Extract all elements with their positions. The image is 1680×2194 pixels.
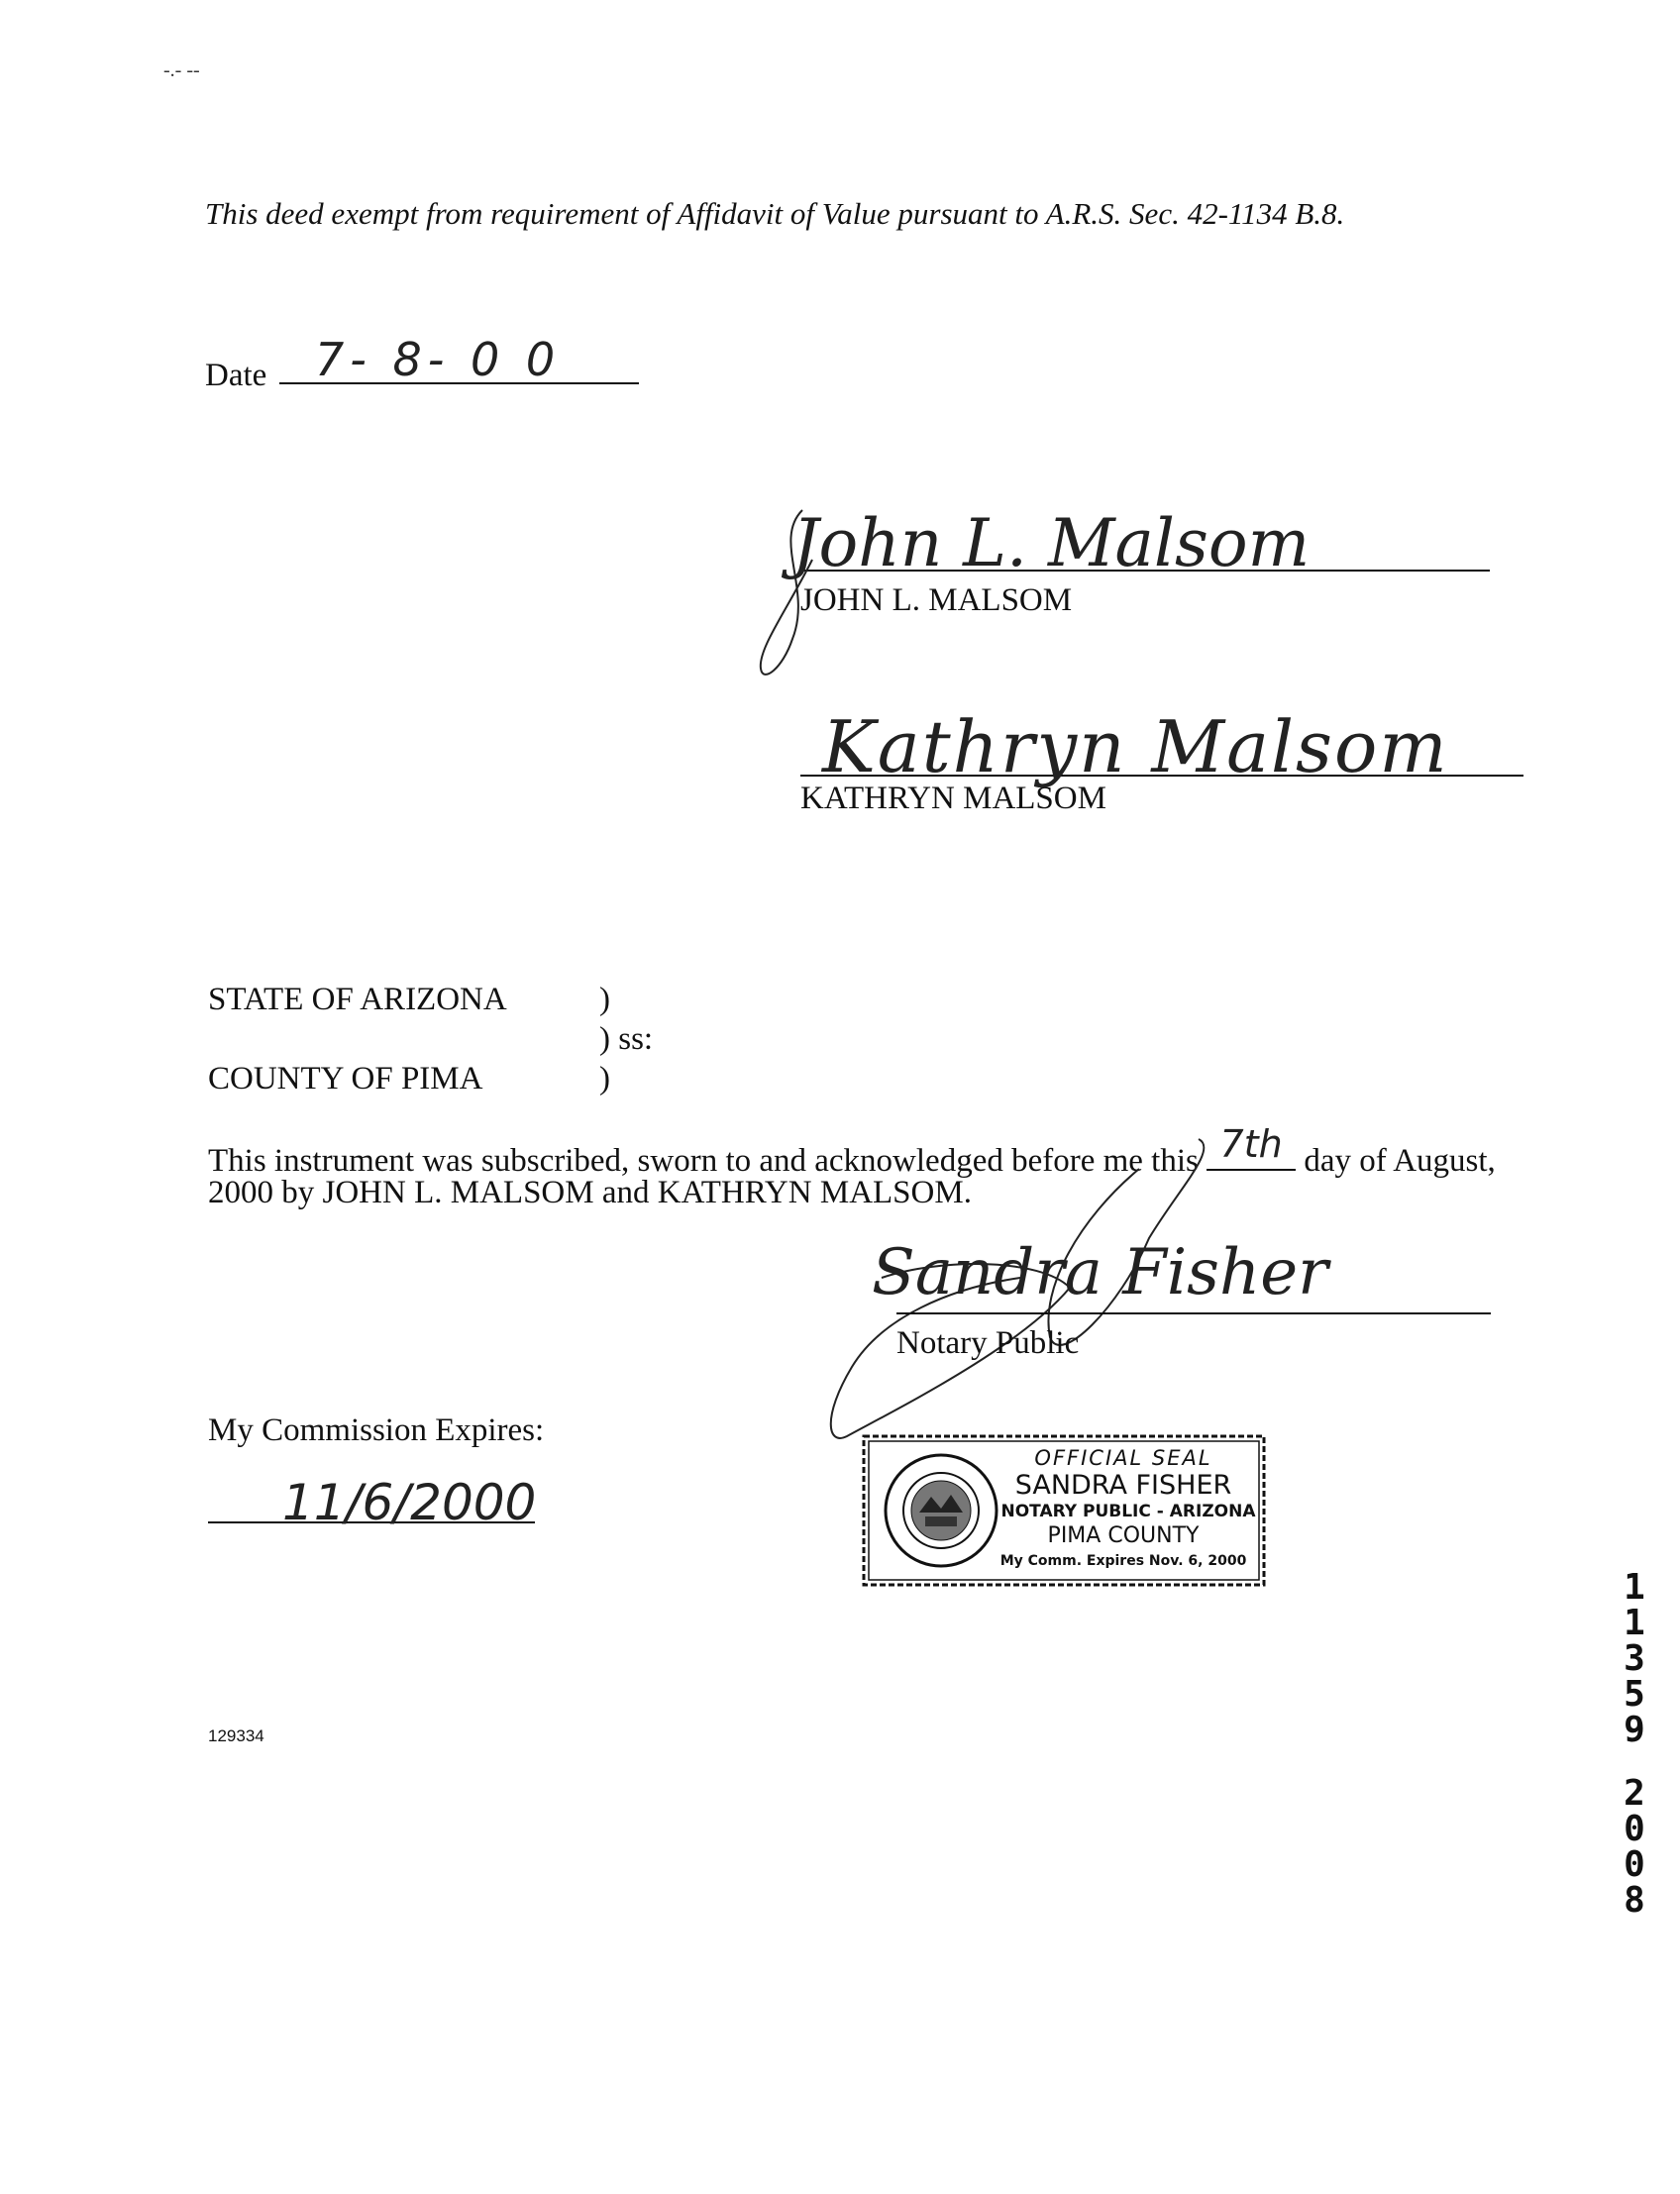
notary-signature-line — [896, 1312, 1491, 1314]
venue-paren-bottom: ) — [599, 1061, 610, 1097]
official-seal-stamp — [860, 1432, 1268, 1589]
acknowledgment-text-after: day of August, — [1304, 1143, 1496, 1179]
exempt-note: This deed exempt from requirement of Affidavit of Value pursuant to A.R.S. Sec. 42-1134 B.8. — [205, 196, 1345, 231]
recording-digit: 1 — [1624, 1603, 1645, 1643]
date-label: Date — [205, 358, 267, 393]
recording-digit: 0 — [1624, 1809, 1645, 1849]
signature-kathryn: Kathryn Malsom — [822, 705, 1449, 788]
printed-name-john: JOHN L. MALSOM — [800, 582, 1073, 618]
document-number: 129334 — [208, 1726, 264, 1745]
acknowledgment-text-before: This instrument was subscribed, sworn to and acknowledged before me this — [208, 1143, 1199, 1179]
day-value: 7th — [1219, 1122, 1283, 1166]
county-label: COUNTY OF PIMA — [208, 1061, 483, 1097]
recording-number — [1617, 1567, 1652, 1921]
recording-digit: 0 — [1624, 1844, 1645, 1885]
commission-value: 11/6/2000 — [282, 1474, 537, 1531]
seal-line-3: NOTARY PUBLIC - ARIZONA — [1000, 1502, 1256, 1521]
seal-line-1: OFFICIAL SEAL — [1034, 1446, 1212, 1470]
acknowledgment-line2: 2000 by JOHN L. MALSOM and KATHRYN MALSOM. — [208, 1175, 972, 1210]
notary-signature: Sandra Fisher — [872, 1236, 1328, 1309]
notary-title: Notary Public — [896, 1325, 1080, 1361]
state-label: STATE OF ARIZONA — [208, 982, 507, 1017]
recording-digit: 9 — [1624, 1710, 1645, 1750]
arizona-seal-emblem — [882, 1451, 1000, 1570]
recording-digit: 2 — [1624, 1773, 1645, 1814]
recording-digit: 3 — [1624, 1638, 1645, 1679]
printed-name-kathryn: KATHRYN MALSOM — [800, 781, 1106, 816]
venue-ss: ) ss: — [599, 1021, 654, 1057]
recording-digit: 8 — [1624, 1880, 1645, 1921]
seal-line-4: PIMA COUNTY — [1047, 1523, 1200, 1548]
date-value: 7- 8- 0 0 — [315, 333, 562, 386]
venue-paren-top: ) — [599, 982, 610, 1017]
recording-digit: 5 — [1624, 1674, 1645, 1715]
recording-digit: 1 — [1624, 1567, 1645, 1608]
seal-line-5: My Comm. Expires Nov. 6, 2000 — [999, 1553, 1247, 1569]
seal-line-2: SANDRA FISHER — [1014, 1470, 1232, 1501]
signature-john: John L. Malsom — [792, 505, 1311, 581]
scan-marks: -.- -- — [163, 59, 200, 81]
commission-label: My Commission Expires: — [208, 1412, 545, 1448]
